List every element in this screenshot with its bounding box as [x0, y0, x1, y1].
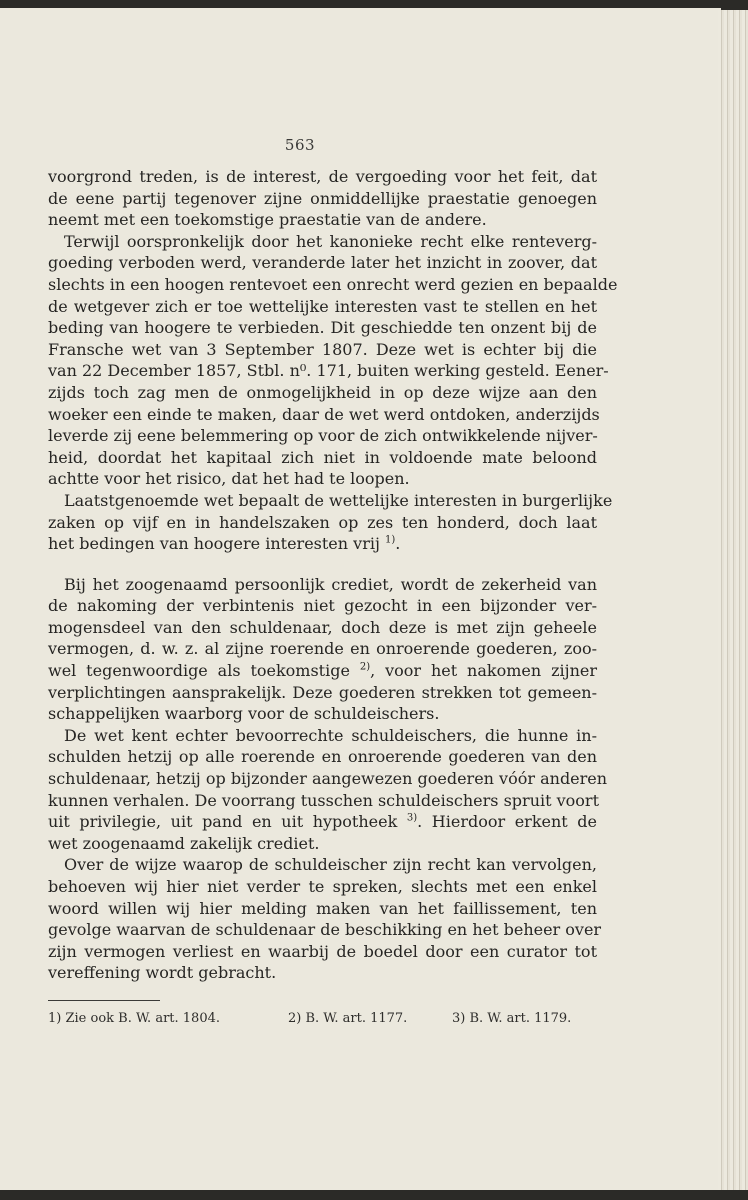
footnote-3: 3) B. W. art. 1179. — [452, 1011, 572, 1026]
text-line: van 22 December 1857, Stbl. n⁰. 171, buiten werking gesteld. Eener- — [48, 361, 609, 381]
text-span: , voor het nakomen zijner — [370, 661, 597, 681]
text-line — [48, 811, 597, 833]
footnote-1: 1) Zie ook B. W. art. 1804. — [48, 1011, 220, 1026]
text-line: Laatstgenoemde wet bepaalt de wettelijke interesten in burgerlijke — [64, 490, 613, 510]
footnote-2: 2) B. W. art. 1177. — [288, 1011, 408, 1026]
text-line: Terwijl oorspronkelijk door het kanonieke recht elke renteverg- — [64, 231, 597, 251]
text-line: neemt met een toekomstige praestatie van de andere. — [48, 210, 487, 230]
text-line: zaken op vijf en in handelszaken op zes ten honderd, doch laat — [48, 512, 597, 532]
text-span: het bedingen van hoogere interesten vrij — [48, 534, 380, 554]
text-line: kunnen verhalen. De voorrang tusschen schuldeischers spruit voort — [48, 790, 600, 810]
text-line: zijds toch zag men de onmogelijkheid in op deze wijze aan den — [48, 382, 597, 402]
paragraph-gap — [48, 555, 597, 574]
text-line: mogensdeel van den schuldenaar, doch deze is met zijn geheele — [48, 617, 597, 637]
text-line: vermogen, d. w. z. al zijne roerende en onroerende goederen, zoo- — [48, 639, 597, 659]
text-span: wel tegenwoordige als toekomstige — [48, 661, 350, 681]
text-line: goeding verboden werd, veranderde later het inzicht in zoover, dat — [48, 253, 597, 273]
text-line: Over de wijze waarop de schuldeischer zijn recht kan vervolgen, — [64, 855, 597, 875]
text-line: Bij het zoogenaamd persoonlijk crediet, wordt de zekerheid van — [64, 574, 597, 594]
text-line: verplichtingen aansprakelijk. Deze goederen strekken tot gemeen- — [48, 682, 597, 702]
text-line: de nakoming der verbintenis niet gezocht in een bijzonder ver- — [48, 596, 597, 616]
text-line: woeker een einde te maken, daar de wet werd ontdoken, anderzijds — [48, 404, 600, 424]
text-line: de eene partij tegenover zijne onmiddellijke praestatie genoegen — [48, 188, 597, 208]
text-line: gevolge waarvan de schuldenaar de beschikking en het beheer over — [48, 920, 602, 940]
footnote-ref: 1) — [385, 534, 396, 546]
text-line: zijn vermogen verliest en waarbij de boedel door een curator tot — [48, 941, 597, 961]
text-span: uit privilegie, uit pand en uit hypotheek — [48, 812, 398, 832]
text-line: behoeven wij hier niet verder te spreken, slechts met een enkel — [48, 877, 597, 896]
text-line: schappelijken waarborg voor de schuldeischers. — [48, 704, 440, 724]
text-line: slechts in een hoogen rentevoet een onrecht werd gezien en bepaalde — [48, 274, 618, 294]
text-line: woord willen wij hier melding maken van het faillissement, ten — [48, 898, 597, 918]
book-page — [0, 8, 721, 1190]
text-line: achtte voor het risico, dat het had te loopen. — [48, 469, 410, 489]
text-line: De wet kent echter bevoorrechte schuldeischers, die hunne in- — [64, 725, 597, 745]
text-line — [48, 660, 597, 682]
text-line: heid, doordat het kapitaal zich niet in voldoende mate beloond — [48, 447, 597, 467]
page-number: 563 — [284, 136, 316, 154]
text-line: de wetgever zich er toe wettelijke interesten vast te stellen en het — [48, 296, 597, 316]
text-line: schuldenaar, hetzij op bijzonder aangewezen goederen vóór anderen — [48, 769, 608, 789]
text-line: voorgrond treden, is de interest, de vergoeding voor het feit, dat — [48, 167, 597, 186]
text-line: beding van hoogere te verbieden. Dit geschiedde ten onzent bij de — [48, 318, 597, 338]
text-line: leverde zij eene belemmering op voor de zich ontwikkelende nijver- — [48, 426, 598, 446]
body-text — [48, 166, 618, 984]
footnote-ref: 3) — [406, 812, 418, 824]
footnote-divider — [48, 1000, 160, 1001]
text-line: Fransche wet van 3 September 1807. Deze wet is echter bij die — [48, 339, 597, 359]
text-line: het bedingen van hoogere interesten vrij $^{1)}$. — [48, 534, 401, 554]
text-line: wet zoogenaamd zakelijk crediet. — [48, 833, 320, 853]
text-line: schulden hetzij op alle roerende en onroerende goederen van den — [48, 747, 597, 767]
stacked-page-edges — [718, 10, 748, 1190]
text-line: vereffening wordt gebracht. — [48, 963, 277, 983]
footnote-ref: 2) — [359, 661, 371, 673]
text-span: . Hierdoor erkent de — [417, 812, 598, 832]
